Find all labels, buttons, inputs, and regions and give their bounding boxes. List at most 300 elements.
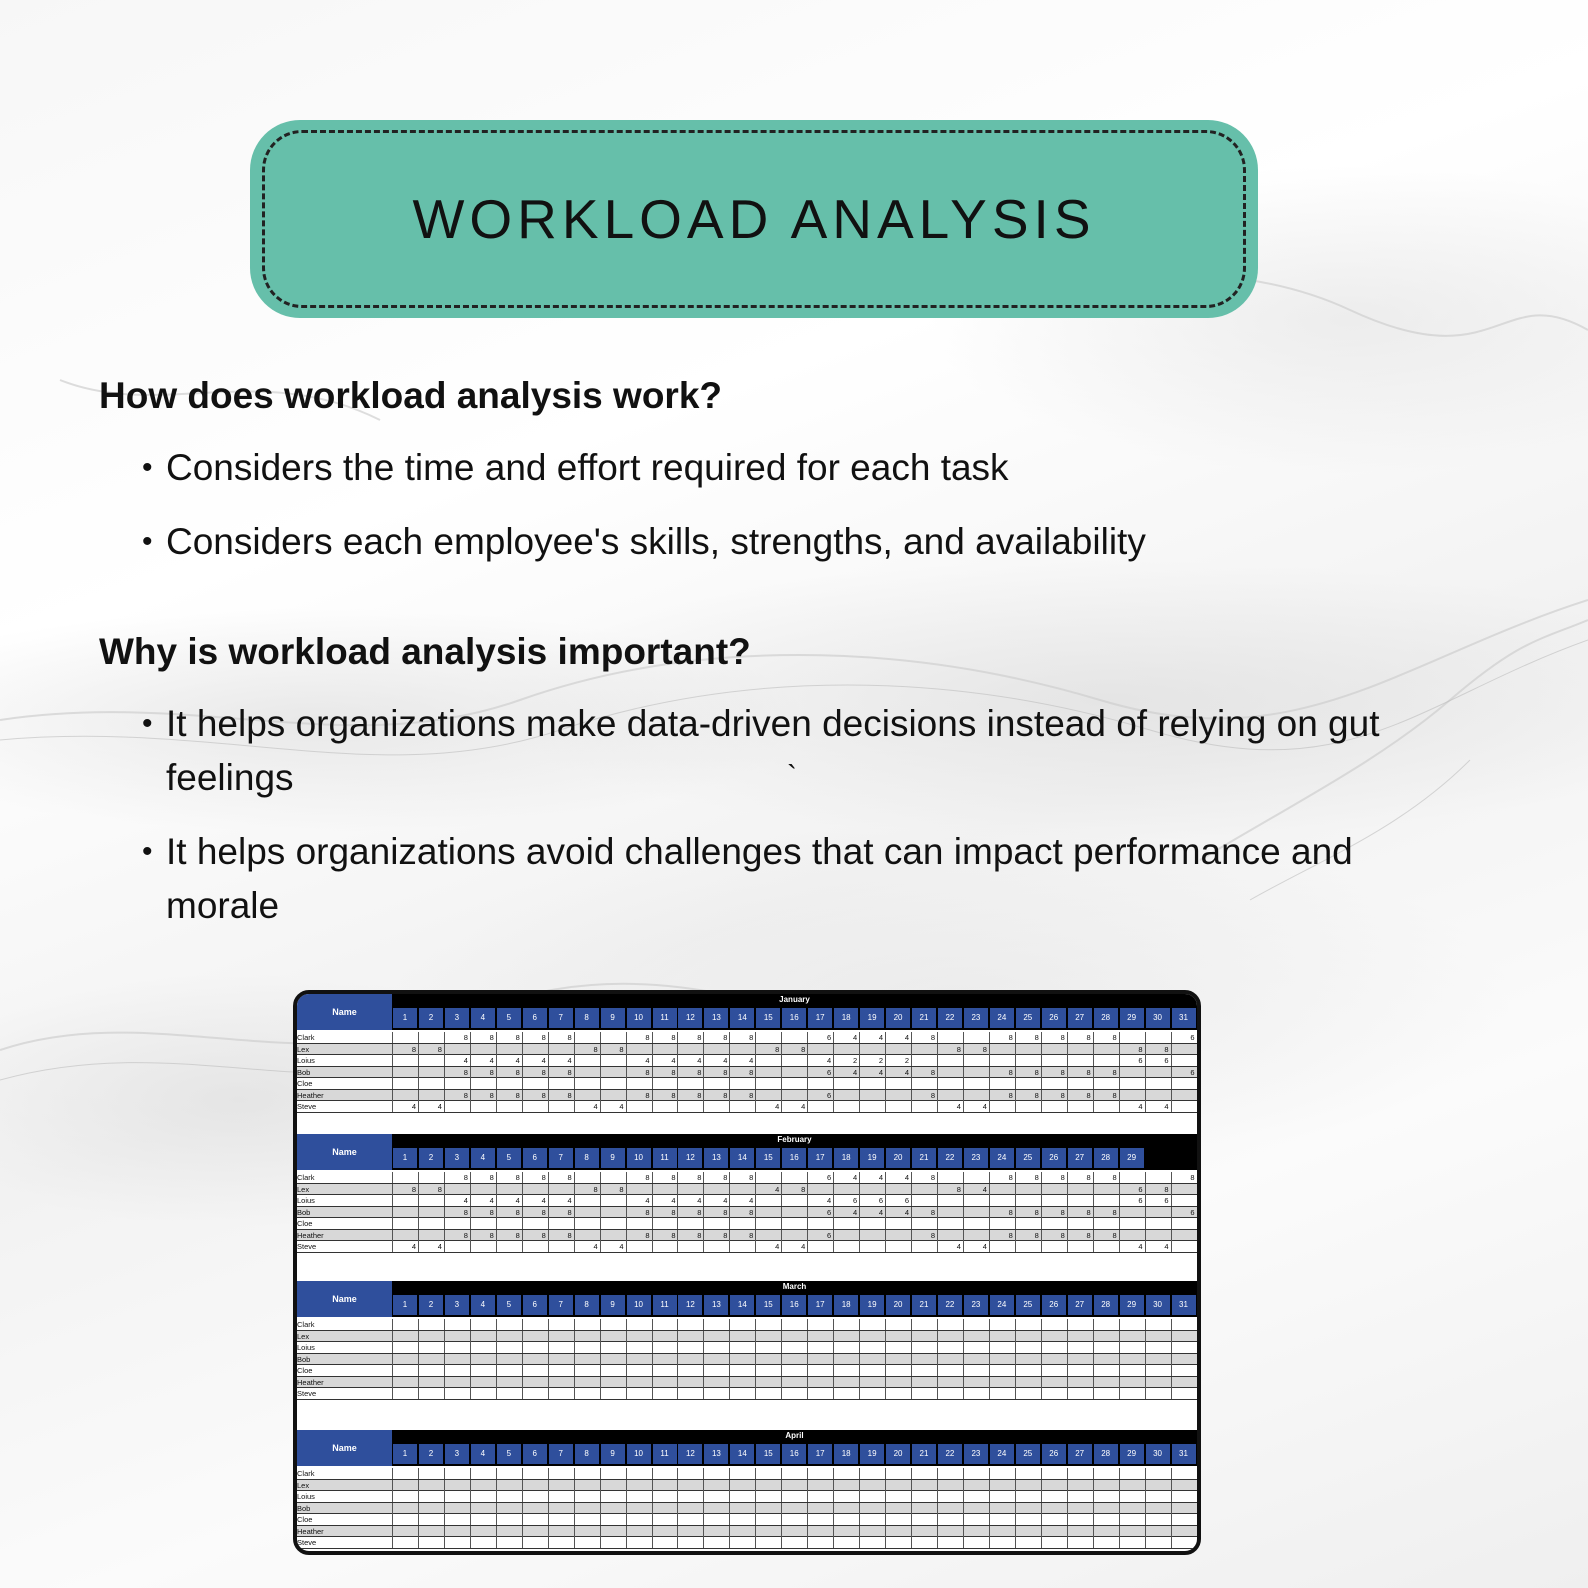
hours-cell: [1119, 1172, 1145, 1183]
hours-cell: [1093, 1491, 1119, 1502]
hours-cell: [859, 1241, 885, 1252]
hours-cell: [859, 1526, 885, 1537]
hours-cell: [703, 1503, 729, 1514]
table-row: [297, 1526, 1197, 1538]
hours-cell: 2: [833, 1055, 859, 1066]
hours-cell: [755, 1388, 781, 1399]
day-header-cell: 9: [601, 1148, 625, 1168]
hours-cell: [1171, 1377, 1197, 1388]
hours-cell: 6: [807, 1067, 833, 1078]
hours-cell: 8: [496, 1230, 522, 1241]
employee-name: Steve: [297, 1242, 317, 1251]
table-row: [297, 1537, 1197, 1549]
hours-cell: [1171, 1503, 1197, 1514]
hours-cell: [418, 1377, 444, 1388]
hours-cell: [781, 1468, 807, 1479]
hours-cell: [626, 1514, 652, 1525]
hours-cell: 8: [444, 1207, 470, 1218]
hours-cell: [937, 1032, 963, 1043]
month-title: March: [392, 1281, 1197, 1293]
hours-cell: [418, 1032, 444, 1043]
hours-cell: [392, 1354, 418, 1365]
hours-cell: [600, 1331, 626, 1342]
hours-cell: [937, 1319, 963, 1330]
hours-cell: [781, 1331, 807, 1342]
hours-cell: [1119, 1468, 1145, 1479]
hours-cell: [574, 1526, 600, 1537]
hours-cell: [755, 1526, 781, 1537]
hours-cell: [1119, 1526, 1145, 1537]
hours-cell: 8: [703, 1032, 729, 1043]
hours-cell: [989, 1078, 1015, 1089]
hours-cell: [444, 1319, 470, 1330]
hours-cell: [600, 1365, 626, 1376]
hours-cell: [755, 1365, 781, 1376]
hours-cell: [1067, 1514, 1093, 1525]
hours-cell: 8: [392, 1184, 418, 1195]
hours-cell: [963, 1230, 989, 1241]
hours-cell: 8: [548, 1032, 574, 1043]
hours-cell: 4: [729, 1195, 755, 1206]
hours-cell: [496, 1218, 522, 1229]
hours-cell: [600, 1067, 626, 1078]
hours-cell: 4: [600, 1101, 626, 1112]
hours-cell: [833, 1514, 859, 1525]
hours-cell: 4: [522, 1195, 548, 1206]
day-header-cell: 13: [704, 1008, 728, 1028]
hours-cell: 8: [703, 1207, 729, 1218]
employee-name: Bob: [297, 1207, 311, 1217]
hours-cell: [677, 1044, 703, 1055]
hours-cell: [1171, 1331, 1197, 1342]
hours-cell: [1145, 1078, 1171, 1089]
hours-cell: [729, 1241, 755, 1252]
hours-cell: [911, 1319, 937, 1330]
hours-cell: [418, 1172, 444, 1183]
hours-cell: [1041, 1537, 1067, 1548]
hours-cell: [652, 1354, 678, 1365]
hours-cell: [574, 1537, 600, 1548]
employee-name: Cloe: [297, 1079, 313, 1088]
hours-cell: 6: [833, 1195, 859, 1206]
hours-cell: [496, 1331, 522, 1342]
hours-cell: [833, 1331, 859, 1342]
hours-cell: [626, 1526, 652, 1537]
hours-cell: [729, 1526, 755, 1537]
hours-cell: [1067, 1241, 1093, 1252]
hours-cell: 8: [911, 1207, 937, 1218]
hours-cell: [1093, 1480, 1119, 1491]
hours-cell: [781, 1218, 807, 1229]
hours-cell: [496, 1480, 522, 1491]
hours-cell: [729, 1365, 755, 1376]
hours-cell: [911, 1354, 937, 1365]
day-header-cell: 22: [938, 1008, 962, 1028]
hours-cell: [600, 1526, 626, 1537]
hours-cell: [600, 1230, 626, 1241]
hours-cell: [418, 1342, 444, 1353]
hours-cell: [1015, 1044, 1041, 1055]
hours-cell: 8: [600, 1044, 626, 1055]
hours-cell: 4: [781, 1241, 807, 1252]
hours-cell: [1171, 1319, 1197, 1330]
hours-cell: [729, 1319, 755, 1330]
hours-cell: [1145, 1480, 1171, 1491]
hours-cell: [392, 1195, 418, 1206]
hours-cell: [522, 1044, 548, 1055]
hours-cell: [703, 1044, 729, 1055]
hours-cell: [885, 1537, 911, 1548]
employee-name: Lex: [297, 1480, 310, 1490]
hours-cell: 8: [1015, 1207, 1041, 1218]
employee-name: Bob: [297, 1067, 311, 1077]
hours-cell: [418, 1319, 444, 1330]
day-header-cell: 15: [756, 1444, 780, 1464]
day-header-cell: [1172, 1148, 1196, 1168]
hours-cell: [574, 1468, 600, 1479]
hours-cell: [677, 1184, 703, 1195]
hours-cell: [1145, 1468, 1171, 1479]
hours-cell: [833, 1230, 859, 1241]
hours-cell: [885, 1044, 911, 1055]
day-header-cell: 10: [627, 1444, 651, 1464]
hours-cell: [1041, 1388, 1067, 1399]
hours-cell: [963, 1331, 989, 1342]
hours-cell: [392, 1503, 418, 1514]
hours-cell: [781, 1491, 807, 1502]
hours-cell: [1067, 1055, 1093, 1066]
hours-cell: [392, 1365, 418, 1376]
hours-cell: 4: [600, 1241, 626, 1252]
hours-cell: [470, 1078, 496, 1089]
employee-name: Heather: [297, 1090, 324, 1100]
hours-cell: 8: [677, 1207, 703, 1218]
hours-cell: 6: [885, 1195, 911, 1206]
hours-cell: [392, 1207, 418, 1218]
employee-name: Lex: [297, 1331, 310, 1341]
hours-cell: [859, 1388, 885, 1399]
hours-cell: 8: [781, 1044, 807, 1055]
hours-cell: [470, 1377, 496, 1388]
hours-cell: [1119, 1218, 1145, 1229]
hours-cell: [1145, 1388, 1171, 1399]
hours-cell: [1145, 1377, 1171, 1388]
hours-cell: [626, 1537, 652, 1548]
hours-cell: 4: [937, 1101, 963, 1112]
hours-cell: [522, 1503, 548, 1514]
workload-calendar-screenshot: [293, 990, 1201, 1555]
table-row: [297, 1342, 1197, 1354]
hours-cell: 4: [859, 1172, 885, 1183]
hours-cell: 8: [729, 1172, 755, 1183]
hours-cell: 4: [833, 1032, 859, 1043]
hours-cell: [911, 1078, 937, 1089]
hours-cell: 4: [781, 1101, 807, 1112]
day-header-cell: 23: [964, 1295, 988, 1315]
day-header-cell: 3: [445, 1008, 469, 1028]
hours-cell: [418, 1067, 444, 1078]
hours-cell: [652, 1241, 678, 1252]
list-item: • Considers the time and effort required for each task: [140, 441, 1440, 495]
hours-cell: [600, 1207, 626, 1218]
table-row: [297, 1055, 1197, 1067]
hours-cell: [885, 1526, 911, 1537]
hours-cell: [781, 1377, 807, 1388]
hours-cell: [470, 1218, 496, 1229]
hours-cell: [600, 1055, 626, 1066]
day-header-cell: 23: [964, 1008, 988, 1028]
day-header-cell: 8: [575, 1008, 599, 1028]
hours-cell: 4: [963, 1241, 989, 1252]
day-header-cell: 2: [419, 1008, 443, 1028]
hours-cell: [755, 1195, 781, 1206]
hours-cell: [1015, 1503, 1041, 1514]
hours-cell: [937, 1078, 963, 1089]
hours-cell: [937, 1388, 963, 1399]
hours-cell: 8: [470, 1230, 496, 1241]
day-header-cell: 24: [990, 1148, 1014, 1168]
hours-cell: [1093, 1331, 1119, 1342]
hours-cell: [911, 1468, 937, 1479]
hours-cell: [859, 1218, 885, 1229]
hours-cell: [1119, 1480, 1145, 1491]
hours-cell: [626, 1319, 652, 1330]
hours-cell: [1119, 1365, 1145, 1376]
day-header-cell: 22: [938, 1148, 962, 1168]
hours-cell: [522, 1468, 548, 1479]
hours-cell: 4: [470, 1055, 496, 1066]
hours-cell: [522, 1514, 548, 1525]
hours-cell: [833, 1388, 859, 1399]
hours-cell: [1015, 1184, 1041, 1195]
day-header-cell: 27: [1068, 1008, 1092, 1028]
hours-cell: [833, 1526, 859, 1537]
day-header-cell: 6: [523, 1148, 547, 1168]
hours-cell: [937, 1354, 963, 1365]
hours-cell: [989, 1331, 1015, 1342]
day-header-cell: 21: [912, 1444, 936, 1464]
hours-cell: [911, 1331, 937, 1342]
hours-cell: [392, 1230, 418, 1241]
hours-cell: [703, 1218, 729, 1229]
table-row: [297, 1044, 1197, 1056]
hours-cell: 6: [807, 1032, 833, 1043]
hours-cell: [677, 1365, 703, 1376]
hours-cell: 8: [652, 1090, 678, 1101]
hours-cell: [677, 1218, 703, 1229]
hours-cell: [418, 1503, 444, 1514]
employee-name: Heather: [297, 1230, 324, 1240]
hours-cell: [522, 1526, 548, 1537]
day-header-cell: 30: [1146, 1295, 1170, 1315]
hours-cell: [677, 1342, 703, 1353]
hours-cell: [626, 1342, 652, 1353]
hours-cell: 8: [652, 1172, 678, 1183]
hours-cell: [1067, 1468, 1093, 1479]
hours-cell: 8: [470, 1032, 496, 1043]
hours-cell: 2: [885, 1055, 911, 1066]
table-row: [297, 1032, 1197, 1044]
hours-cell: [807, 1526, 833, 1537]
hours-cell: [1119, 1207, 1145, 1218]
hours-cell: [574, 1480, 600, 1491]
hours-cell: [1015, 1078, 1041, 1089]
hours-cell: [781, 1514, 807, 1525]
day-header-cell: 1: [393, 1444, 417, 1464]
hours-cell: [807, 1078, 833, 1089]
day-header-cell: 27: [1068, 1295, 1092, 1315]
day-header-cell: 14: [730, 1444, 754, 1464]
hours-cell: [444, 1218, 470, 1229]
day-header-cell: 25: [1016, 1295, 1040, 1315]
hours-cell: [1041, 1195, 1067, 1206]
hours-cell: 4: [496, 1055, 522, 1066]
hours-cell: [444, 1044, 470, 1055]
hours-cell: [392, 1388, 418, 1399]
hours-cell: [885, 1388, 911, 1399]
hours-cell: [496, 1526, 522, 1537]
page-title: WORKLOAD ANALYSIS: [412, 188, 1096, 250]
hours-cell: [600, 1514, 626, 1525]
hours-cell: 8: [1067, 1032, 1093, 1043]
hours-cell: [911, 1491, 937, 1502]
hours-cell: [1171, 1342, 1197, 1353]
hours-cell: [470, 1184, 496, 1195]
hours-cell: 4: [1145, 1241, 1171, 1252]
hours-cell: [392, 1032, 418, 1043]
hours-cell: [1093, 1101, 1119, 1112]
hours-cell: 4: [418, 1101, 444, 1112]
hours-cell: [677, 1491, 703, 1502]
hours-cell: 8: [444, 1172, 470, 1183]
hours-cell: [833, 1090, 859, 1101]
hours-cell: [989, 1218, 1015, 1229]
day-header-cell: 11: [653, 1008, 677, 1028]
hours-cell: [574, 1503, 600, 1514]
hours-cell: 8: [548, 1207, 574, 1218]
hours-cell: 8: [1067, 1067, 1093, 1078]
hours-cell: 8: [937, 1044, 963, 1055]
employee-name: Cloe: [297, 1515, 313, 1524]
hours-cell: [1093, 1241, 1119, 1252]
hours-cell: [1171, 1480, 1197, 1491]
hours-cell: [470, 1354, 496, 1365]
day-header-cell: 16: [782, 1008, 806, 1028]
hours-cell: [1067, 1319, 1093, 1330]
hours-cell: [1171, 1230, 1197, 1241]
hours-cell: 8: [626, 1172, 652, 1183]
hours-cell: [885, 1090, 911, 1101]
day-header-cell: 20: [886, 1444, 910, 1464]
day-header-cell: 3: [445, 1295, 469, 1315]
day-header-cell: 21: [912, 1148, 936, 1168]
hours-cell: 8: [989, 1090, 1015, 1101]
hours-cell: [600, 1468, 626, 1479]
day-header-cell: 16: [782, 1148, 806, 1168]
hours-cell: 8: [703, 1067, 729, 1078]
hours-cell: 8: [496, 1207, 522, 1218]
hours-cell: [989, 1365, 1015, 1376]
hours-cell: [1015, 1101, 1041, 1112]
hours-cell: [885, 1491, 911, 1502]
day-header-cell: 20: [886, 1295, 910, 1315]
employee-name: Clark: [297, 1033, 315, 1042]
hours-cell: [1119, 1032, 1145, 1043]
hours-cell: [677, 1101, 703, 1112]
hours-cell: [600, 1491, 626, 1502]
hours-cell: [859, 1503, 885, 1514]
hours-cell: [470, 1044, 496, 1055]
hours-cell: [703, 1377, 729, 1388]
hours-cell: [496, 1491, 522, 1502]
hours-cell: [911, 1101, 937, 1112]
hours-cell: [703, 1354, 729, 1365]
hours-cell: [989, 1241, 1015, 1252]
hours-cell: [418, 1331, 444, 1342]
hours-cell: [652, 1319, 678, 1330]
day-header-cell: 7: [549, 1148, 573, 1168]
day-header-cell: 10: [627, 1008, 651, 1028]
hours-cell: [444, 1388, 470, 1399]
table-row: [297, 1365, 1197, 1377]
hours-cell: [885, 1218, 911, 1229]
hours-cell: [911, 1514, 937, 1525]
hours-cell: [548, 1218, 574, 1229]
section-heading-why: Why is workload analysis important?: [99, 631, 751, 672]
hours-cell: [392, 1514, 418, 1525]
name-column-header: Name: [297, 1281, 392, 1317]
hours-cell: [418, 1218, 444, 1229]
hours-cell: 8: [522, 1090, 548, 1101]
hours-cell: [755, 1218, 781, 1229]
hours-cell: [989, 1377, 1015, 1388]
hours-cell: [1171, 1241, 1197, 1252]
hours-cell: [470, 1537, 496, 1548]
hours-cell: 8: [626, 1207, 652, 1218]
hours-cell: [885, 1101, 911, 1112]
day-header-cell: 6: [523, 1295, 547, 1315]
hours-cell: 4: [444, 1055, 470, 1066]
day-header-cell: 1: [393, 1008, 417, 1028]
hours-cell: 4: [392, 1101, 418, 1112]
hours-cell: [444, 1468, 470, 1479]
employee-name: Steve: [297, 1102, 317, 1111]
hours-cell: [755, 1331, 781, 1342]
hours-cell: [963, 1526, 989, 1537]
day-header-cell: 20: [886, 1008, 910, 1028]
hours-cell: [781, 1055, 807, 1066]
hours-cell: 8: [989, 1172, 1015, 1183]
hours-cell: [1171, 1491, 1197, 1502]
hours-cell: [548, 1491, 574, 1502]
table-row: [297, 1230, 1197, 1242]
table-row: [297, 1503, 1197, 1515]
hours-cell: [911, 1241, 937, 1252]
bullet-icon: •: [142, 525, 153, 558]
table-row: [297, 1331, 1197, 1343]
hours-cell: [548, 1480, 574, 1491]
day-header-cell: 22: [938, 1295, 962, 1315]
hours-cell: [626, 1078, 652, 1089]
hours-cell: [600, 1377, 626, 1388]
hours-cell: 4: [444, 1195, 470, 1206]
table-row: [297, 1241, 1197, 1253]
hours-cell: [1145, 1319, 1171, 1330]
day-header-cell: 13: [704, 1295, 728, 1315]
hours-cell: [1067, 1218, 1093, 1229]
hours-cell: [652, 1491, 678, 1502]
hours-cell: [833, 1218, 859, 1229]
